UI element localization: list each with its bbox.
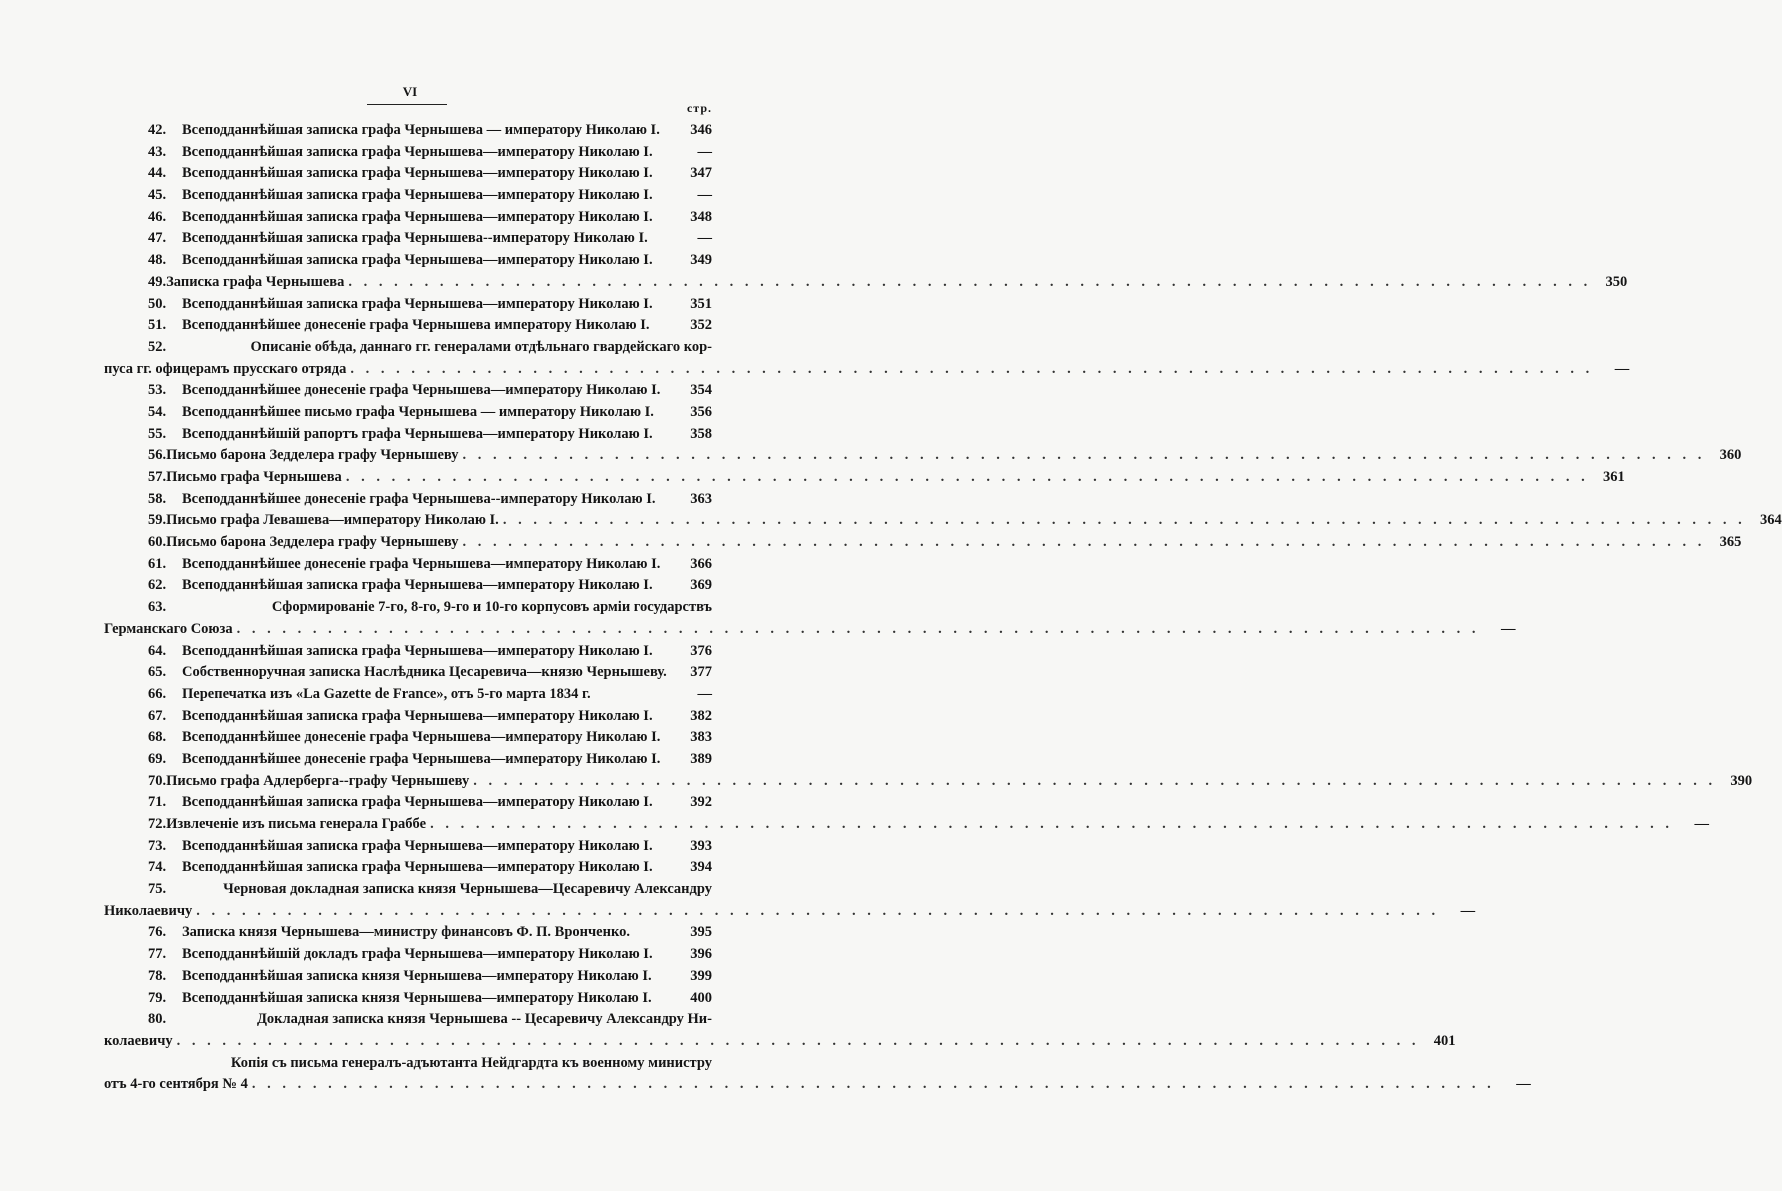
- entry-page-number: 377: [690, 664, 712, 681]
- entry-number: 60.: [148, 534, 167, 551]
- entry-number: 43.: [148, 143, 167, 160]
- entry-page-number: 360: [1719, 447, 1742, 464]
- entry-page-number: —: [1694, 816, 1709, 832]
- toc-entry-line: [104, 467, 1625, 489]
- entry-page-number: 354: [690, 382, 712, 399]
- entry-number: 66.: [148, 685, 167, 702]
- toc-entry: [104, 966, 712, 988]
- entry-title: Всеподданнѣйшій докладъ графа Чернышева—императору Николаю I.: [182, 946, 653, 963]
- toc-entry: [104, 424, 712, 446]
- toc-entry: [104, 879, 1476, 922]
- entry-number: 58.: [148, 490, 167, 507]
- entry-number: 44.: [148, 165, 167, 182]
- entry-title: Всеподданнѣйшее донесеніе графа Чернышева—императору Николаю I.: [182, 750, 661, 767]
- entry-page-number: 395: [690, 924, 712, 941]
- entry-title: Перепечатка изъ «La Gazette de France», отъ 5-го марта 1834 г.: [182, 685, 591, 702]
- toc-entry-line: [104, 250, 712, 272]
- entry-page-number: 363: [690, 490, 712, 507]
- entry-page-number: 349: [690, 252, 712, 269]
- entry-number: 46.: [148, 208, 167, 225]
- entry-title: Всеподданнѣйшая записка графа Чернышева—императору Николаю I.: [182, 143, 653, 160]
- entry-number: 65.: [148, 664, 167, 681]
- toc-entry: [104, 641, 712, 663]
- toc-entry: [104, 814, 1709, 836]
- entry-page-number: 399: [690, 967, 712, 984]
- entry-number: 75.: [148, 881, 167, 898]
- toc-entry-line: [104, 120, 712, 142]
- entry-title: Черновая докладная записка князя Чернышева—Цесаревичу Александру: [223, 881, 712, 898]
- entry-page-number: —: [697, 230, 712, 247]
- entry-number: 51.: [148, 317, 167, 334]
- entry-number: 67.: [148, 707, 167, 724]
- entry-page-number: 394: [690, 859, 712, 876]
- entry-title: Всеподданнѣйшее донесеніе графа Чернышева--императору Николаю I.: [182, 490, 656, 507]
- toc-entry-line: [104, 1031, 1456, 1053]
- toc-entry-line: [104, 402, 712, 424]
- entry-page-number: 348: [690, 208, 712, 225]
- toc-entry: [104, 185, 712, 207]
- toc-entry: [104, 402, 712, 424]
- dot-leader: [252, 1074, 1491, 1096]
- toc-entry: [104, 380, 712, 402]
- toc-entry-line: [104, 749, 712, 771]
- entry-page-number: 351: [690, 295, 712, 312]
- toc-entry-line: [104, 814, 1709, 836]
- entry-page-number: 366: [690, 555, 712, 572]
- toc-entry-line: [104, 510, 1782, 532]
- entry-page-number: —: [1614, 360, 1630, 377]
- entry-number: 50.: [148, 295, 167, 312]
- entry-page-number: —: [697, 187, 712, 204]
- toc-entry-line: [104, 662, 712, 684]
- toc-entry-line: [104, 988, 712, 1010]
- entry-title: Письмо графа Левашева—императору Николаю I.: [166, 512, 499, 529]
- entry-title: Всеподданнѣйшее донесеніе графа Чернышева—императору Николаю I.: [182, 729, 661, 746]
- page-number: VI: [402, 84, 418, 99]
- entry-title: Всеподданнѣйшая записка графа Чернышева—императору Николаю I.: [182, 707, 653, 724]
- toc-entry: [104, 207, 712, 229]
- entry-title: Всеподданнѣйшій рапортъ графа Чернышева—императору Николаю I.: [182, 425, 653, 442]
- entry-title: Письмо барона Зедделера графу Чернышеву: [166, 447, 459, 464]
- toc-entry: [104, 944, 712, 966]
- entry-title: Германскаго Союза: [104, 620, 233, 637]
- toc-entry: [104, 836, 712, 858]
- toc-entry-line: [104, 641, 712, 663]
- toc-entry-line: [104, 857, 712, 879]
- entry-title: Всеподданнѣйшая записка графа Чернышева—императору Николаю I.: [182, 295, 653, 312]
- entry-title: Всеподданнѣйшая записка князя Чернышева—императору Николаю I.: [182, 989, 652, 1006]
- toc-entry-line: [104, 922, 712, 944]
- entry-title: Всеподданнѣйшая записка графа Чернышева — императору Николаю I.: [182, 122, 660, 138]
- toc-entry-line: [104, 901, 1476, 923]
- entry-number: 62.: [148, 577, 167, 594]
- entry-title: Всеподданнѣйшее письмо графа Чернышева — императору Николаю I.: [182, 403, 654, 420]
- entry-page-number: 352: [690, 317, 712, 334]
- entry-title: Письмо барона Зедделера графу Чернышеву: [166, 534, 459, 551]
- dot-leader: [463, 532, 1702, 554]
- toc-entry: [104, 792, 712, 814]
- entry-title: Всеподданнѣйшее донесеніе графа Чернышева императору Николаю I.: [182, 317, 650, 334]
- entry-number: 72.: [148, 816, 167, 832]
- toc-entry: [104, 337, 1630, 380]
- entry-title: Всеподданнѣйшая записка графа Чернышева—императору Николаю I.: [182, 642, 653, 659]
- entry-title: Докладная записка князя Чернышева -- Цесаревичу Александру Ни-: [256, 1011, 712, 1028]
- entry-page-number: 361: [1602, 469, 1625, 485]
- entry-page-number: 350: [1605, 273, 1628, 290]
- entry-title: колаевичу: [104, 1032, 173, 1049]
- entry-page-number: —: [697, 143, 712, 160]
- entry-number: 61.: [148, 555, 167, 572]
- entry-page-number: 365: [1719, 534, 1742, 551]
- toc-entry-line: [104, 228, 712, 250]
- entry-page-number: 401: [1433, 1032, 1456, 1049]
- entry-page-number: 376: [690, 642, 712, 659]
- entry-title: Извлеченіе изъ письма генерала Граббе: [166, 816, 427, 832]
- toc-entry-line: [104, 1009, 712, 1031]
- toc-entry: [104, 315, 712, 337]
- toc-entry-line: [104, 966, 712, 988]
- entry-page-number: 346: [690, 122, 712, 138]
- toc-entry-line: [104, 575, 712, 597]
- entry-number: 71.: [148, 794, 167, 811]
- entry-page-number: 396: [690, 946, 712, 963]
- entry-page-number: 369: [690, 577, 712, 594]
- entry-page-number: —: [1500, 620, 1516, 637]
- entry-number: 42.: [148, 122, 167, 138]
- entry-number: 59.: [148, 512, 167, 529]
- entry-title: Николаевичу: [104, 902, 193, 919]
- entry-number: 64.: [148, 642, 167, 659]
- entry-number: 77.: [148, 946, 167, 963]
- entry-page-number: —: [697, 685, 712, 702]
- entry-title: Всеподданнѣйшее донесеніе графа Чернышева—императору Николаю I.: [182, 555, 661, 572]
- entry-number: 45.: [148, 187, 167, 204]
- entry-title: Письмо графа Чернышева: [166, 469, 342, 485]
- toc-entry-line: [104, 879, 712, 901]
- entry-title: Всеподданнѣйшая записка графа Чернышева—императору Николаю I.: [182, 577, 653, 594]
- toc-entry: [104, 988, 712, 1010]
- toc-entry-line: [104, 445, 1742, 467]
- toc-entry: [104, 445, 1742, 467]
- toc-entry-line: [104, 1074, 1531, 1096]
- toc-entry: [104, 272, 1628, 294]
- entry-number: 74.: [148, 859, 167, 876]
- toc-entry-line: [104, 706, 712, 728]
- entry-page-number: —: [1460, 902, 1476, 919]
- entry-title: Всеподданнѣйшая записка князя Чернышева—императору Николаю I.: [182, 967, 652, 984]
- toc-entry: [104, 489, 712, 511]
- toc-entry: [104, 1053, 1531, 1096]
- dot-leader: [346, 467, 1585, 489]
- toc-entry: [104, 597, 1516, 640]
- entry-title: Всеподданнѣйшая записка графа Чернышева—императору Николаю I.: [182, 208, 653, 225]
- entry-page-number: 390: [1730, 772, 1753, 789]
- dot-leader: [430, 814, 1669, 836]
- table-of-contents: [104, 120, 1782, 1096]
- entry-number: 53.: [148, 382, 167, 399]
- toc-entry: [104, 532, 1742, 554]
- toc-entry-line: [104, 792, 712, 814]
- header-rule: [367, 104, 447, 105]
- toc-entry-line: [104, 597, 712, 619]
- entry-page-number: 358: [690, 425, 712, 442]
- entry-number: 63.: [148, 599, 167, 616]
- toc-entry: [104, 922, 712, 944]
- dot-leader: [463, 445, 1702, 467]
- page-column-header: стр.: [686, 101, 712, 115]
- entry-title: Всеподданнѣйшая записка графа Чернышева—императору Николаю I.: [182, 252, 653, 269]
- toc-entry-line: [104, 619, 1516, 641]
- toc-entry: [104, 228, 712, 250]
- toc-entry-line: [104, 554, 712, 576]
- entry-title: Копія съ письма генералъ-адъютанта Нейдгардта къ военному министру: [230, 1054, 712, 1071]
- entry-title: Письмо графа Адлерберга--графу Чернышеву: [166, 772, 470, 789]
- toc-entry: [104, 120, 712, 142]
- dot-leader: [237, 619, 1476, 641]
- toc-entry-line: [104, 727, 712, 749]
- toc-entry-line: [104, 294, 712, 316]
- entry-number: 49.: [148, 273, 167, 290]
- entry-title: Всеподданнѣйшее донесеніе графа Чернышева—императору Николаю I.: [182, 382, 661, 399]
- entry-title: Всеподданнѣйшая записка графа Чернышева—императору Николаю I.: [182, 165, 653, 182]
- dot-leader: [473, 771, 1712, 793]
- entry-page-number: 382: [690, 707, 712, 724]
- toc-entry-line: [104, 359, 1630, 381]
- toc-entry-line: [104, 380, 712, 402]
- entry-page-number: 364: [1759, 512, 1782, 529]
- entry-page-number: 392: [690, 794, 712, 811]
- toc-entry: [104, 771, 1753, 793]
- dot-leader: [503, 510, 1742, 532]
- dot-leader: [196, 901, 1435, 923]
- entry-page-number: 400: [690, 989, 712, 1006]
- entry-title: Записка графа Чернышева: [166, 273, 345, 290]
- toc-entry: [104, 684, 712, 706]
- toc-entry: [104, 1009, 1456, 1052]
- entry-title: Всеподданнѣйшая записка графа Чернышева—императору Николаю I.: [182, 794, 653, 811]
- entry-title: Описаніе обѣда, даннаго гг. генералами отдѣльнаго гвардейскаго кор-: [250, 338, 712, 355]
- entry-page-number: 356: [690, 403, 712, 420]
- toc-entry-line: [104, 836, 712, 858]
- entry-title: Записка князя Чернышева—министру финансовъ Ф. П. Вронченко.: [182, 924, 631, 941]
- toc-entry-line: [104, 684, 712, 706]
- toc-entry-line: [104, 163, 712, 185]
- entry-number: 78.: [148, 967, 167, 984]
- toc-entry-line: [104, 337, 712, 359]
- toc-entry: [104, 857, 712, 879]
- entry-number: 70.: [148, 772, 167, 789]
- toc-entry: [104, 554, 712, 576]
- toc-entry: [104, 510, 1782, 532]
- toc-entry: [104, 467, 1625, 489]
- toc-entry-line: [104, 185, 712, 207]
- toc-entry: [104, 575, 712, 597]
- dot-leader: [348, 272, 1587, 294]
- toc-entry-line: [104, 272, 1628, 294]
- entry-page-number: —: [1516, 1076, 1531, 1093]
- toc-entry: [104, 662, 712, 684]
- entry-title: Собственноручная записка Наслѣдника Цесаревича—князю Чернышеву.: [182, 664, 667, 681]
- toc-entry-line: [104, 1053, 712, 1075]
- toc-entry: [104, 706, 712, 728]
- entry-page-number: 389: [690, 750, 712, 767]
- entry-number: 55.: [148, 425, 167, 442]
- entry-title: Всеподданнѣйшая записка графа Чернышева—императору Николаю I.: [182, 859, 653, 876]
- toc-entry-line: [104, 771, 1753, 793]
- toc-entry-line: [104, 424, 712, 446]
- dot-leader: [177, 1031, 1416, 1053]
- toc-entry: [104, 163, 712, 185]
- entry-number: 68.: [148, 729, 167, 746]
- toc-entry-line: [104, 207, 712, 229]
- entry-page-number: 347: [690, 165, 712, 182]
- entry-number: 57.: [148, 469, 167, 485]
- dot-leader: [350, 359, 1589, 381]
- entry-title: пуса гг. офицерамъ прусскаго отряда: [104, 360, 347, 377]
- entry-page-number: 383: [690, 729, 712, 746]
- entry-title: Всеподданнѣйшая записка графа Чернышева--императору Николаю I.: [182, 230, 648, 247]
- toc-entry: [104, 727, 712, 749]
- toc-entry: [104, 294, 712, 316]
- toc-entry-line: [104, 532, 1742, 554]
- entry-title: Всеподданнѣйшая записка графа Чернышева—императору Николаю I.: [182, 837, 653, 854]
- toc-entry-line: [104, 315, 712, 337]
- entry-number: 48.: [148, 252, 167, 269]
- entry-number: 56.: [148, 447, 167, 464]
- toc-entry-line: [104, 489, 712, 511]
- entry-number: 69.: [148, 750, 167, 767]
- entry-number: 76.: [148, 924, 167, 941]
- toc-entry: [104, 749, 712, 771]
- entry-title: Всеподданнѣйшая записка графа Чернышева—императору Николаю I.: [182, 187, 653, 204]
- entry-number: 47.: [148, 230, 167, 247]
- entry-title: Сформированіе 7-го, 8-го, 9-го и 10-го корпусовъ арміи государствъ: [271, 599, 712, 616]
- entry-number: 52.: [148, 338, 167, 355]
- toc-entry: [104, 142, 712, 164]
- entry-page-number: 393: [690, 837, 712, 854]
- entry-number: 79.: [148, 989, 167, 1006]
- entry-number: 73.: [148, 837, 167, 854]
- toc-entry: [104, 250, 712, 272]
- entry-title: отъ 4-го сентября № 4: [104, 1076, 248, 1093]
- toc-entry-line: [104, 944, 712, 966]
- toc-entry-line: [104, 142, 712, 164]
- entry-number: 80.: [148, 1011, 167, 1028]
- entry-number: 54.: [148, 403, 167, 420]
